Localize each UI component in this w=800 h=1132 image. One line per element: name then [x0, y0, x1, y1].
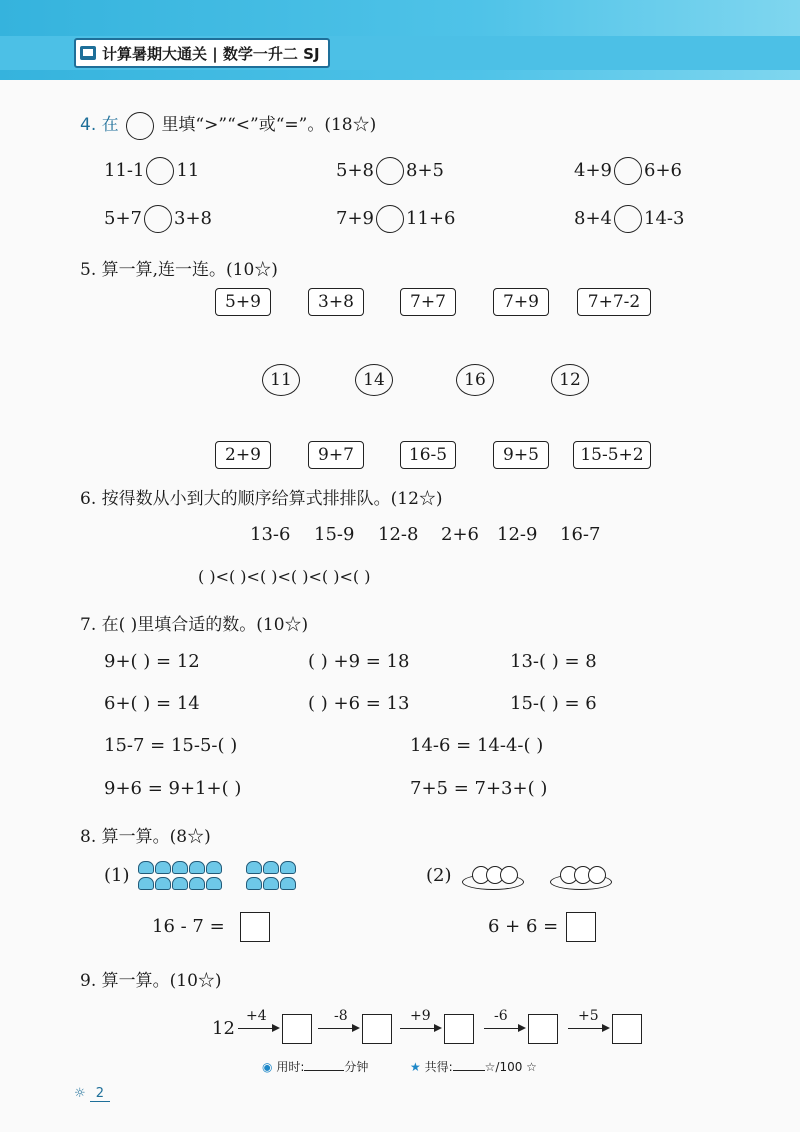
arrow-icon	[400, 1028, 440, 1029]
answer-number-circle[interactable]: 16	[456, 364, 494, 396]
answer-circle[interactable]	[376, 205, 404, 233]
expr-box-bottom[interactable]: 9+7	[308, 441, 364, 469]
q7-blank[interactable]: 15-7 = 15-5-( )	[104, 735, 238, 756]
arrow-icon	[238, 1028, 278, 1029]
answer-circle[interactable]	[614, 157, 642, 185]
clock-icon: ◉	[262, 1060, 273, 1074]
q7-blank[interactable]: 9+( ) = 12	[104, 651, 200, 672]
expr-box-top[interactable]: 3+8	[308, 288, 364, 316]
chain-op: +5	[578, 1008, 599, 1024]
q6-title: 6. 按得数从小到大的顺序给算式排排队。(12☆)	[80, 489, 443, 509]
jellyfish-icon	[246, 861, 262, 874]
q7-blank[interactable]: 6+( ) = 14	[104, 693, 200, 714]
q8-title: 8. 算一算。(8☆)	[80, 827, 211, 847]
jellyfish-icon	[138, 861, 154, 874]
jellyfish-icon	[155, 877, 171, 890]
apple-icon	[588, 866, 606, 884]
apple-icon	[500, 866, 518, 884]
sun-icon: ☼	[74, 1086, 86, 1101]
q7-blank[interactable]: 14-6 = 14-4-( )	[410, 735, 544, 756]
expr-box-bottom[interactable]: 2+9	[215, 441, 271, 469]
q8-equation-2: 6 + 6 =	[488, 916, 559, 937]
answer-number-circle[interactable]: 11	[262, 364, 300, 396]
q7-blank[interactable]: ( ) +9 = 18	[308, 651, 410, 672]
q6-expr: 16-7	[560, 524, 601, 545]
chain-box[interactable]	[612, 1014, 642, 1044]
q6-expr: 12-9	[497, 524, 538, 545]
answer-box[interactable]	[566, 912, 596, 942]
answer-number-circle[interactable]: 12	[551, 364, 589, 396]
chain-box[interactable]	[444, 1014, 474, 1044]
answer-number-circle[interactable]: 14	[355, 364, 393, 396]
chain-box[interactable]	[362, 1014, 392, 1044]
q5-title: 5. 算一算,连一连。(10☆)	[80, 260, 278, 280]
jellyfish-icon	[246, 877, 262, 890]
jellyfish-icon	[172, 861, 188, 874]
jellyfish-icon	[206, 861, 222, 874]
q4-title: 4. 在 里填“>”“<”或“=”。(18☆)	[80, 110, 376, 140]
q8-part1-label: (1)	[104, 865, 130, 886]
q6-expr: 13-6	[250, 524, 291, 545]
q6-expr: 15-9	[314, 524, 355, 545]
jellyfish-icon	[280, 877, 296, 890]
chain-box[interactable]	[528, 1014, 558, 1044]
q6-expr: 2+6	[441, 524, 479, 545]
star-icon: ★	[410, 1060, 421, 1074]
book-title-tag	[74, 38, 330, 68]
chain-start: 12	[212, 1018, 235, 1039]
expr-box-bottom[interactable]: 9+5	[493, 441, 549, 469]
arrow-icon	[568, 1028, 608, 1029]
score-record: ★ 共得: ☆/100 ☆	[410, 1060, 537, 1074]
answer-box[interactable]	[240, 912, 270, 942]
answer-circle[interactable]	[376, 157, 404, 185]
chain-op: +4	[246, 1008, 267, 1024]
q4-item-2: 5+8 8+5	[336, 157, 444, 185]
time-blank[interactable]	[304, 1070, 344, 1071]
jellyfish-icon	[138, 877, 154, 890]
jellyfish-icon	[189, 877, 205, 890]
q9-title: 9. 算一算。(10☆)	[80, 971, 222, 991]
jellyfish-icon	[172, 877, 188, 890]
book-title: 计算暑期大通关 | 数学一升二 SJ	[102, 44, 320, 63]
q6-expr: 12-8	[378, 524, 419, 545]
chain-box[interactable]	[282, 1014, 312, 1044]
expr-box-top[interactable]: 5+9	[215, 288, 271, 316]
answer-circle[interactable]	[146, 157, 174, 185]
compare-circle	[126, 112, 154, 140]
q7-blank[interactable]: ( ) +6 = 13	[308, 693, 410, 714]
q7-blank[interactable]: 7+5 = 7+3+( )	[410, 778, 548, 799]
chain-op: -6	[494, 1008, 508, 1024]
score-blank[interactable]	[453, 1070, 485, 1071]
arrow-icon	[318, 1028, 358, 1029]
q8-part2-label: (2)	[426, 865, 452, 886]
q6-order-blanks[interactable]: ( )<( )<( )<( )<( )<( )	[198, 567, 371, 586]
jellyfish-icon	[280, 861, 296, 874]
chain-op: -8	[334, 1008, 348, 1024]
jellyfish-icon	[263, 877, 279, 890]
jellyfish-icon	[189, 861, 205, 874]
q4-item-1: 11-1 11	[104, 157, 199, 185]
jellyfish-icon	[155, 861, 171, 874]
chain-op: +9	[410, 1008, 431, 1024]
q4-item-3: 4+9 6+6	[574, 157, 682, 185]
arrow-icon	[484, 1028, 524, 1029]
q4-item-4: 5+7 3+8	[104, 205, 212, 233]
jellyfish-icon	[263, 861, 279, 874]
expr-box-top[interactable]: 7+9	[493, 288, 549, 316]
q7-title: 7. 在( )里填合适的数。(10☆)	[80, 615, 309, 635]
q7-blank[interactable]: 9+6 = 9+1+( )	[104, 778, 242, 799]
book-icon	[80, 46, 96, 60]
q4-item-5: 7+9 11+6	[336, 205, 455, 233]
jellyfish-icon	[206, 877, 222, 890]
expr-box-top[interactable]: 7+7	[400, 288, 456, 316]
expr-box-top[interactable]: 7+7-2	[577, 288, 651, 316]
answer-circle[interactable]	[144, 205, 172, 233]
page-number: ☼ 2	[74, 1086, 110, 1101]
answer-circle[interactable]	[614, 205, 642, 233]
time-record: ◉ 用时: 分钟	[262, 1060, 369, 1074]
expr-box-bottom[interactable]: 15-5+2	[573, 441, 651, 469]
q7-blank[interactable]: 15-( ) = 6	[510, 693, 597, 714]
expr-box-bottom[interactable]: 16-5	[400, 441, 456, 469]
q7-blank[interactable]: 13-( ) = 8	[510, 651, 597, 672]
q8-equation-1: 16 - 7 =	[152, 916, 225, 937]
q4-item-6: 8+4 14-3	[574, 205, 684, 233]
